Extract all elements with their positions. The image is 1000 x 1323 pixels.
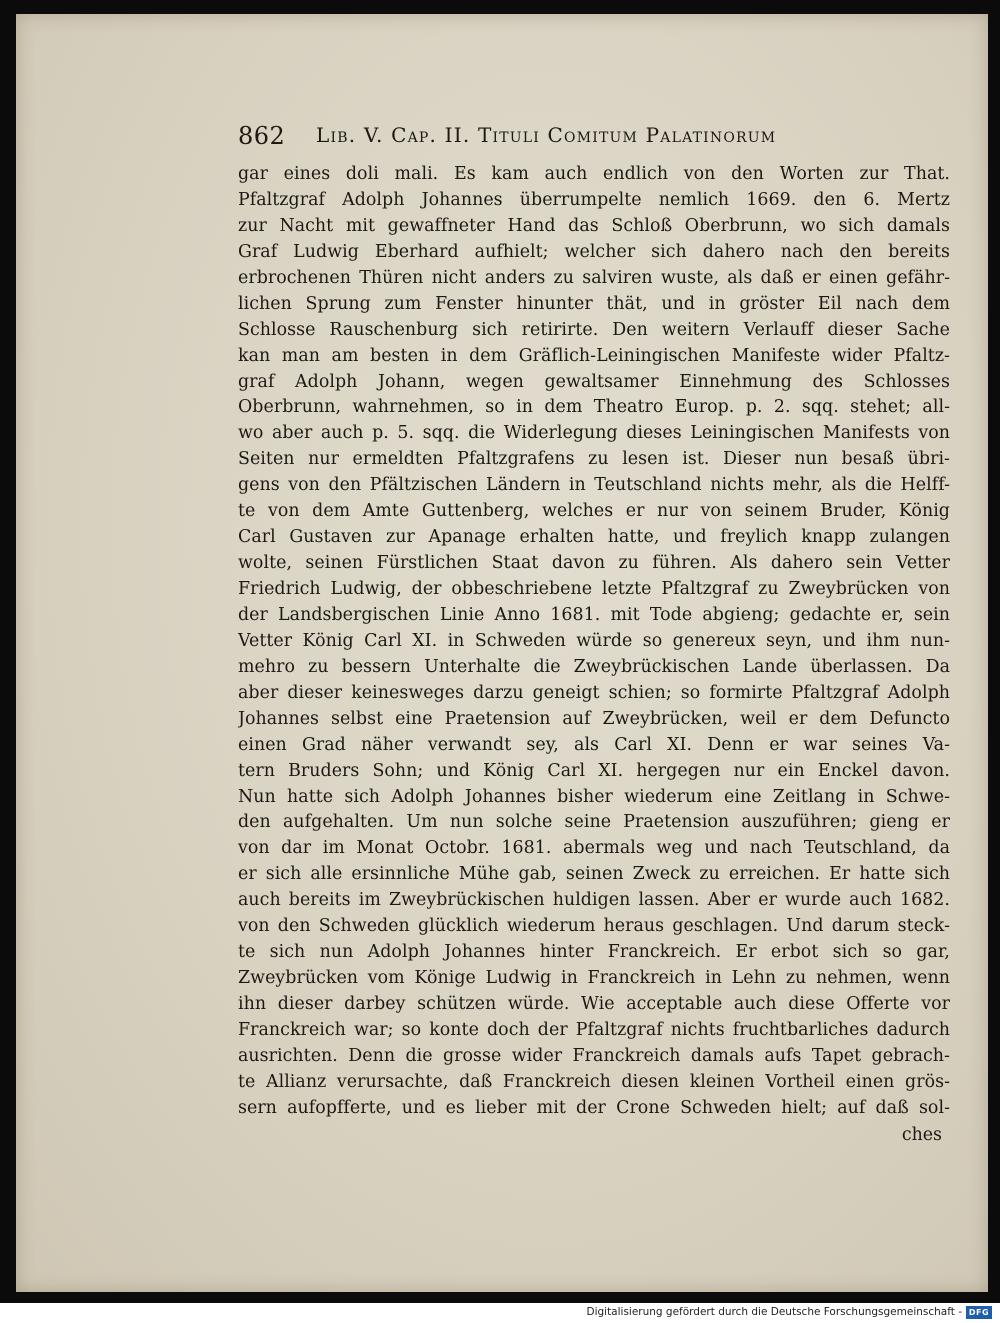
text-line: mehro zu bessern Unterhalte die Zweybrückischen Lande überlassen. Da <box>238 656 950 677</box>
text-line: Zweybrücken vom Könige Ludwig in Franckreich in Lehn zu nehmen, wenn <box>238 968 950 989</box>
funding-credit: Digitalisierung gefördert durch die Deutsche Forschungsgemeinschaft - <box>586 1306 962 1318</box>
text-line: auch bereits im Zweybrückischen huldigen lassen. Aber er wurde auch 1682. <box>238 890 950 911</box>
text-line: Franckreich war; so konte doch der Pfaltzgraf nichts fruchtbarliches dadurch <box>238 1019 950 1040</box>
text-line: gens von den Pfältzischen Ländern in Teutschland nichts mehr, als die Helff- <box>238 475 950 496</box>
running-title: Lib. V. Cap. II. Tituli Comitum Palatinorum <box>316 123 777 147</box>
book-page <box>16 14 988 1292</box>
catchword: ches <box>901 1124 942 1145</box>
text-line: Carl Gustaven zur Apanage erhalten hatte, und freylich knapp zulangen <box>238 527 950 548</box>
text-line: der Landsbergischen Linie Anno 1681. mit Tode abgieng; gedachte er, sein <box>238 604 950 625</box>
text-line: wo aber auch p. 5. sqq. die Widerlegung dieses Leiningischen Manifests von <box>238 423 950 444</box>
text-line: wolte, seinen Fürstlichen Staat davon zu führen. Als dahero sein Vetter <box>238 553 950 574</box>
text-line: einen Grad näher verwandt sey, als Carl XI. Denn er war seines Va- <box>238 734 950 755</box>
page-number: 862 <box>238 122 286 150</box>
text-line: Seiten nur ermeldten Pfaltzgrafens zu lesen ist. Dieser nun besaß übri- <box>238 449 950 470</box>
text-line: zur Nacht mit gewaffneter Hand das Schloß Oberbrunn, wo sich damals <box>238 215 950 236</box>
text-line: gar eines doli mali. Es kam auch endlich von den Worten zur That. <box>238 164 950 184</box>
body-text <box>238 162 950 1122</box>
text-line: aber dieser keinesweges darzu geneigt schien; so formirte Pfaltzgraf Adolph <box>238 682 950 703</box>
text-line: lichen Sprung zum Fenster hinunter thät, und in gröster Eil nach dem <box>238 293 950 314</box>
text-line: Johannes selbst eine Praetension auf Zweybrücken, weil er dem Defuncto <box>238 708 950 729</box>
page-content <box>238 114 950 1148</box>
text-line: te Allianz verursachte, daß Franckreich diesen kleinen Vortheil einen grös- <box>238 1071 950 1092</box>
text-line: ihn dieser darbey schützen würde. Wie acceptable auch diese Offerte vor <box>238 994 950 1014</box>
text-line: Pfaltzgraf Adolph Johannes überrumpelte nemlich 1669. den 6. Mertz <box>238 189 950 210</box>
text-line: Graf Ludwig Eberhard aufhielt; welcher sich dahero nach den bereits <box>238 241 950 262</box>
text-line: graf Adolph Johann, wegen gewaltsamer Einnehmung des Schlosses <box>238 371 950 392</box>
text-line: von dar im Monat Octobr. 1681. abermals weg und nach Teutschland, da <box>238 838 950 859</box>
dfg-logo: DFG <box>966 1306 992 1319</box>
text-line: Schlosse Rauschenburg sich retirirte. Den weitern Verlauff dieser Sache <box>238 319 950 340</box>
text-line: den aufgehalten. Um nun solche seine Praetension auszuführen; gieng er <box>238 812 950 833</box>
text-line: Oberbrunn, wahrnehmen, so in dem Theatro Europ. p. 2. sqq. stehet; all- <box>238 397 950 418</box>
text-line: ausrichten. Denn die grosse wider Franckreich damals aufs Tapet gebrach- <box>238 1045 950 1066</box>
running-head <box>238 114 950 158</box>
text-line: sern aufopfferte, und es lieber mit der Crone Schweden hielt; auf daß sol- <box>238 1097 950 1118</box>
text-line: er sich alle ersinnliche Mühe gab, seinen Zweck zu erreichen. Er hatte sich <box>238 864 950 885</box>
text-line: te von dem Amte Guttenberg, welches er nur von seinem Bruder, König <box>238 501 950 522</box>
footer-bar <box>0 1303 1000 1323</box>
text-line: kan man am besten in dem Gräflich-Leiningischen Manifeste wider Pfaltz- <box>238 345 950 366</box>
text-line: Friedrich Ludwig, der obbeschriebene letzte Pfaltzgraf zu Zweybrücken von <box>238 579 950 599</box>
text-line: tern Bruders Sohn; und König Carl XI. hergegen nur ein Enckel davon. <box>238 760 950 781</box>
text-line: Nun hatte sich Adolph Johannes bisher wiederum eine Zeitlang in Schwe- <box>238 786 950 807</box>
text-line: von den Schweden glücklich wiederum heraus geschlagen. Und darum steck- <box>238 916 950 937</box>
text-line: te sich nun Adolph Johannes hinter Franckreich. Er erbot sich so gar, <box>238 942 950 963</box>
text-line: Vetter König Carl XI. in Schweden würde so genereux seyn, und ihm nun- <box>238 630 950 651</box>
text-line: erbrochenen Thüren nicht anders zu salviren wuste, als daß er einen gefähr- <box>238 267 950 288</box>
